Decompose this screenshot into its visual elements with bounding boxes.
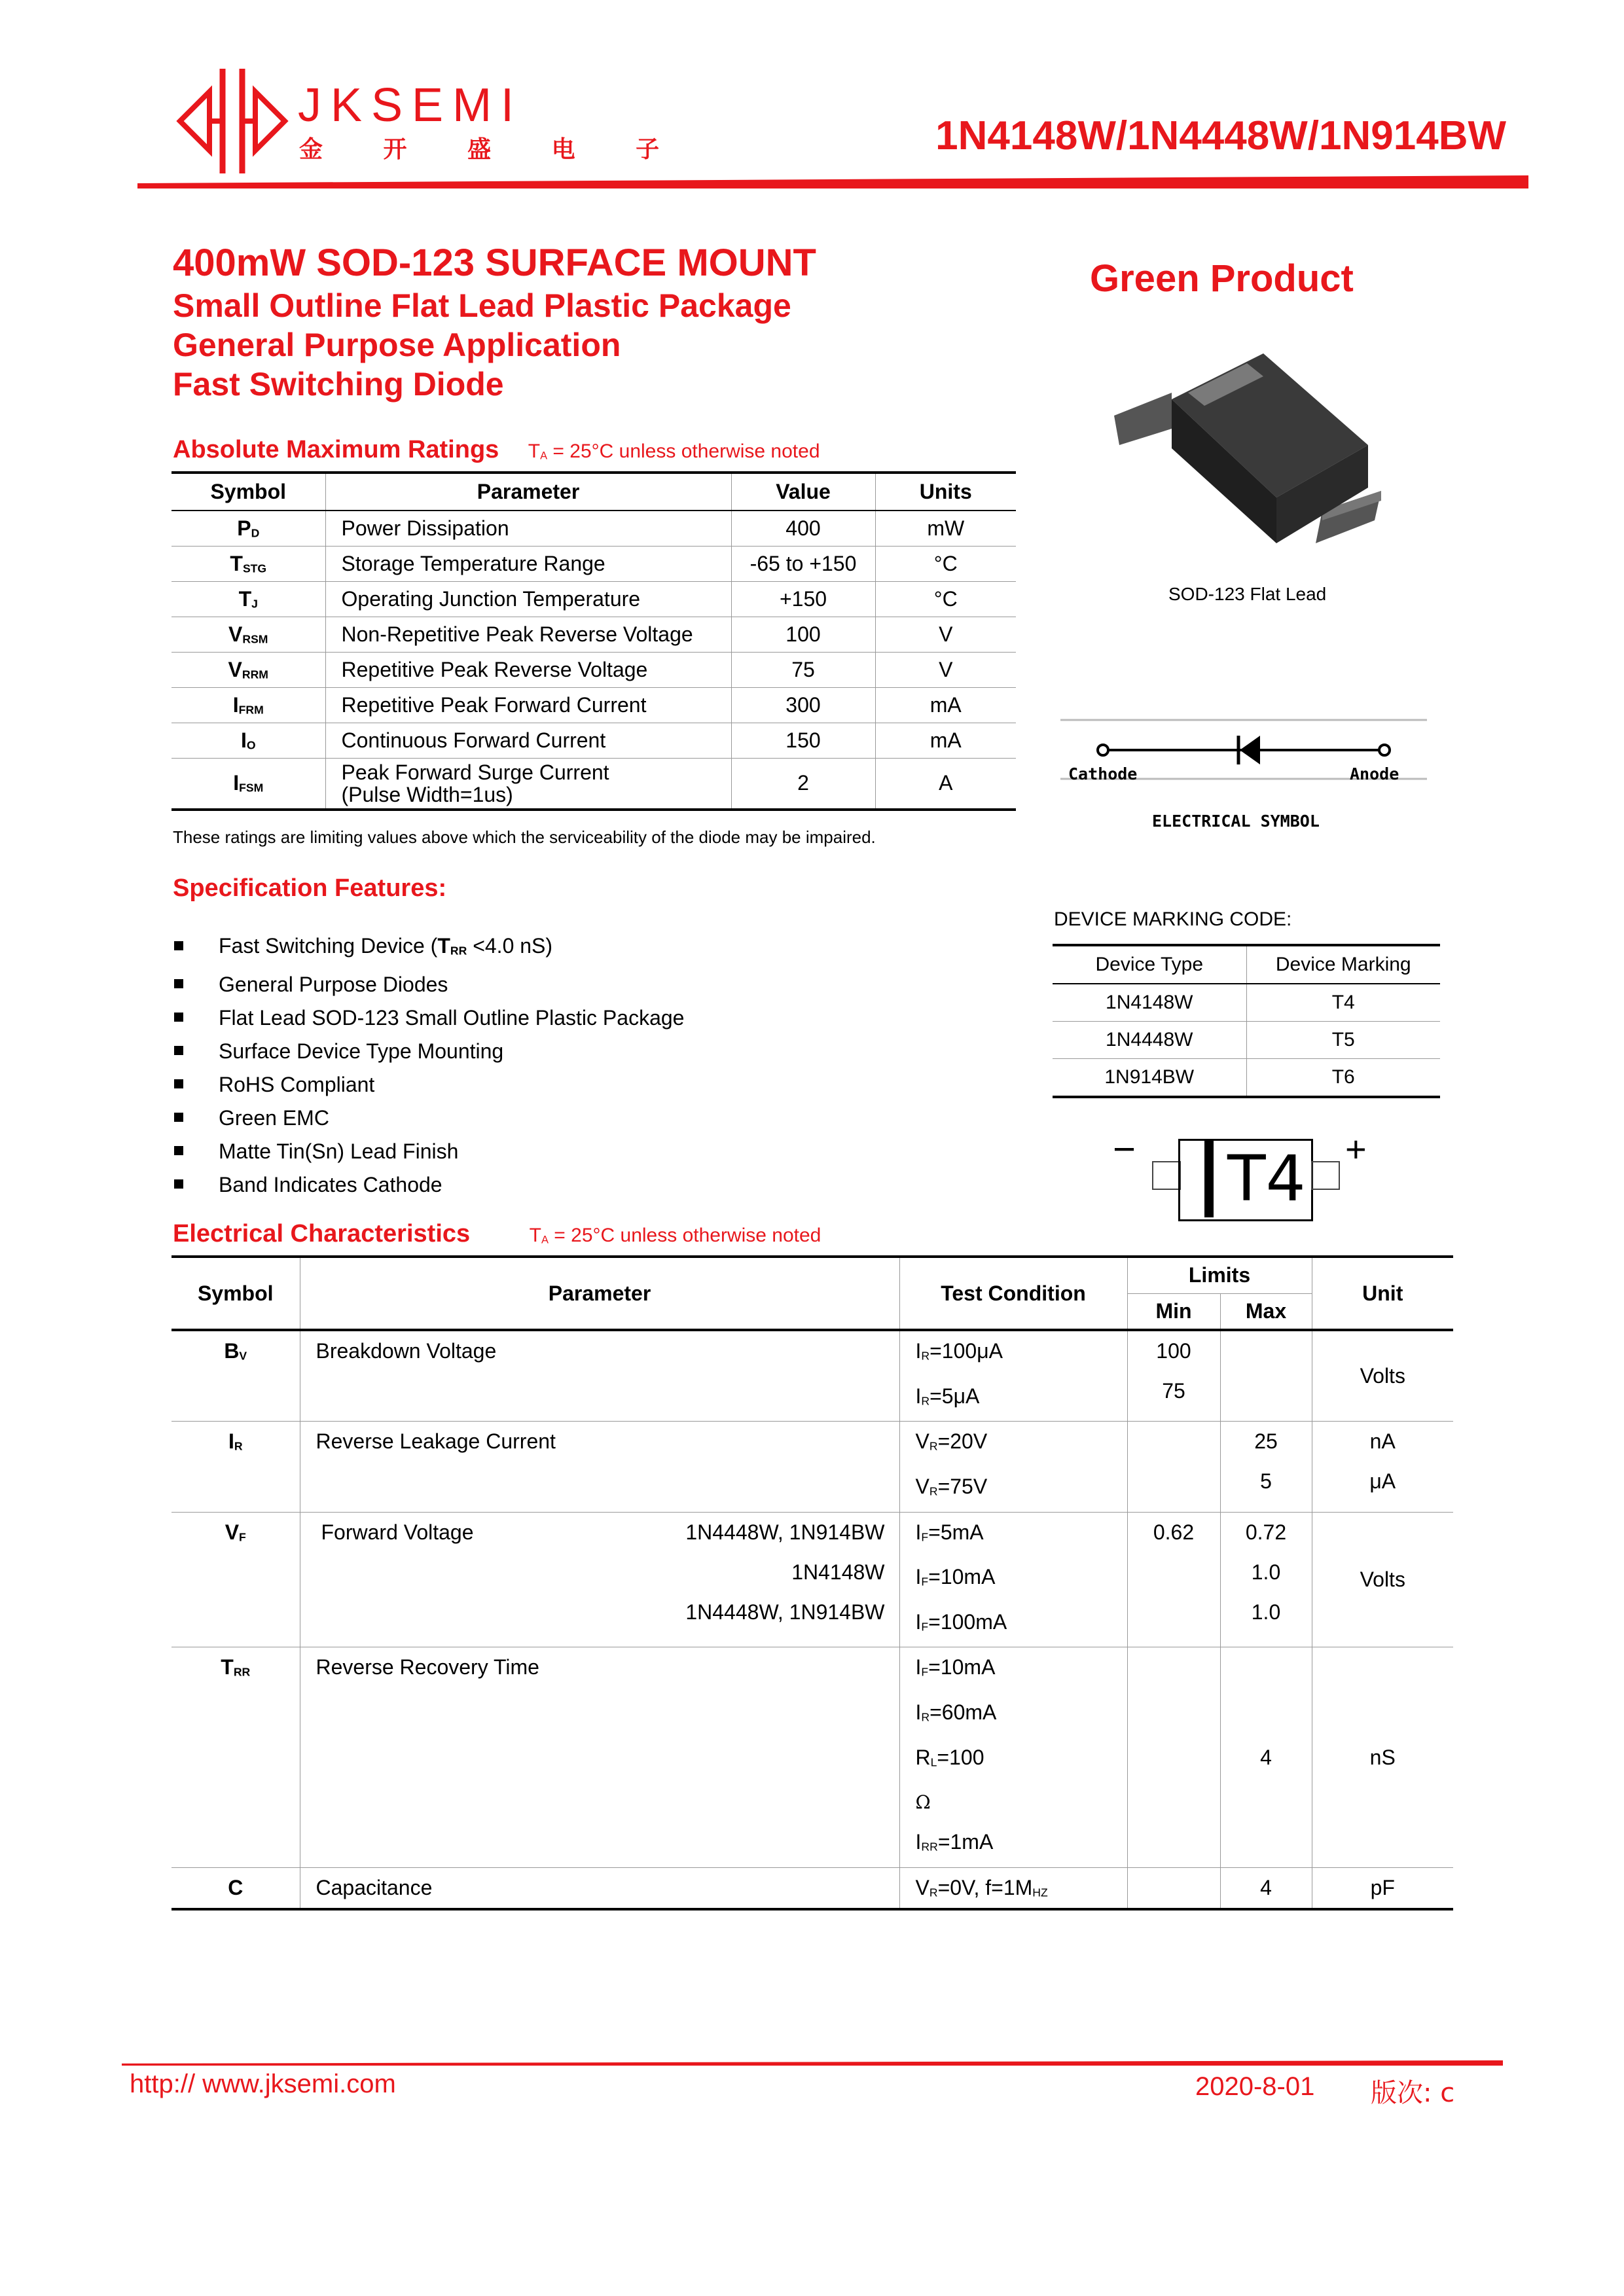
unit-cell: °C — [875, 582, 1016, 617]
unit-cell: mA — [875, 723, 1016, 759]
unit-cell: V — [875, 653, 1016, 688]
electrical-symbol — [1060, 713, 1427, 844]
plus-sign: + — [1345, 1128, 1367, 1170]
min-cell: 0.62 — [1127, 1512, 1220, 1647]
table-row — [171, 1867, 1453, 1909]
table-header-row — [171, 1257, 1453, 1293]
bullet-icon — [174, 941, 183, 950]
symbol-cell: $P_D$ — [171, 511, 325, 547]
col-device-type: Device Type — [1053, 945, 1246, 984]
col-symbol: Symbol — [171, 473, 325, 511]
symbol-cell: $V_F$ — [171, 1512, 300, 1647]
footer-date: 2020-8-01 — [1195, 2072, 1315, 2101]
min-cell — [1127, 1422, 1220, 1512]
abs-max-title: Absolute Maximum Ratings — [173, 436, 499, 463]
table-row — [171, 582, 1016, 617]
col-limits: Limits — [1127, 1257, 1312, 1293]
min-cell: 100 75 — [1127, 1330, 1220, 1422]
device-label: 1N4448W, 1N914BW — [685, 1600, 885, 1624]
footer-divider — [122, 2060, 1503, 2066]
list-item: Band Indicates Cathode — [174, 1168, 684, 1202]
table-row — [1053, 984, 1440, 1022]
parameter-cell: Forward Voltage 1N4448W, 1N914BW 1N4148W 1N4448W, 1N914BW — [300, 1512, 899, 1647]
unit-cell: V — [875, 617, 1016, 653]
symbol-cell: C — [171, 1867, 300, 1909]
max-cell: 4 — [1220, 1867, 1312, 1909]
bullet-icon — [174, 1179, 183, 1189]
symbol-cell: $I_O$ — [171, 723, 325, 759]
parameter-cell: Operating Junction Temperature — [325, 582, 731, 617]
product-subheading-1: Small Outline Flat Lead Plastic Package — [173, 287, 791, 324]
table-row — [171, 688, 1016, 723]
device-marking-cell: T6 — [1246, 1059, 1440, 1098]
minus-sign: − — [1113, 1127, 1136, 1171]
part-number-title: 1N4148W/1N4448W/1N914BW — [935, 113, 1506, 158]
table-row — [171, 653, 1016, 688]
electrical-symbol-caption: ELECTRICAL SYMBOL — [1152, 812, 1320, 831]
col-parameter: Parameter — [300, 1257, 899, 1330]
parameter-cell: Peak Forward Surge Current (Pulse Width=1us) — [325, 759, 731, 810]
min-cell — [1127, 1647, 1220, 1868]
value-cell: 75 — [731, 653, 875, 688]
unit-cell: mA — [875, 688, 1016, 723]
symbol-cell: $T_J$ — [171, 582, 325, 617]
spec-features-title: Specification Features: — [173, 874, 447, 902]
abs-max-footnote: These ratings are limiting values above which the serviceability of the diode may be impaired. — [173, 827, 876, 847]
symbol-cell: $I_{FRM}$ — [171, 688, 325, 723]
footer-url[interactable]: http:// www.jksemi.com — [130, 2070, 396, 2098]
parameter-cell: Non-Repetitive Peak Reverse Voltage — [325, 617, 731, 653]
device-label: 1N4148W — [791, 1560, 885, 1584]
brand-name-chinese: 金 开 盛 电 子 — [299, 136, 686, 163]
cathode-band — [1204, 1141, 1214, 1217]
unit-cell: °C — [875, 547, 1016, 582]
table-row — [171, 1512, 1453, 1647]
company-logo — [173, 65, 686, 177]
marking-table — [1053, 944, 1440, 1098]
table-row — [171, 1330, 1453, 1422]
table-header-row — [171, 473, 1016, 511]
col-units: Units — [875, 473, 1016, 511]
col-device-marking: Device Marking — [1246, 945, 1440, 984]
marking-title: DEVICE MARKING CODE: — [1054, 908, 1292, 930]
package-caption: SOD-123 Flat Lead — [1168, 584, 1327, 604]
value-cell: +150 — [731, 582, 875, 617]
product-headline: 400mW SOD-123 SURFACE MOUNT — [173, 242, 816, 284]
bullet-icon — [174, 1079, 183, 1088]
parameter-cell: Reverse Recovery Time — [300, 1647, 899, 1868]
max-cell — [1220, 1330, 1312, 1422]
table-row — [1053, 1059, 1440, 1098]
unit-cell: Volts — [1312, 1330, 1453, 1422]
list-item: General Purpose Diodes — [174, 968, 684, 1001]
unit-cell: mW — [875, 511, 1016, 547]
col-value: Value — [731, 473, 875, 511]
test-condition-cell: $I_F=5mA$ $I_F=10mA$ $I_F=100mA$ — [899, 1512, 1127, 1647]
abs-max-note: $T_A = 25^\circ C$ unless otherwise noted — [528, 440, 820, 462]
parameter-cell: Repetitive Peak Forward Current — [325, 688, 731, 723]
bullet-icon — [174, 1013, 183, 1022]
device-marking-cell: T4 — [1246, 984, 1440, 1022]
bullet-icon — [174, 1046, 183, 1055]
device-type-cell: 1N914BW — [1053, 1059, 1246, 1098]
table-row — [171, 723, 1016, 759]
col-unit: Unit — [1312, 1257, 1453, 1330]
max-cell: 25 5 — [1220, 1422, 1312, 1512]
device-marking-cell: T5 — [1246, 1022, 1440, 1059]
marking-code-text: T4 — [1227, 1142, 1306, 1215]
symbol-cell: $T_{RR}$ — [171, 1647, 300, 1868]
bullet-icon — [174, 979, 183, 988]
list-item: Flat Lead SOD-123 Small Outline Plastic Package — [174, 1001, 684, 1035]
lead-right — [1311, 1161, 1340, 1190]
parameter-cell: Reverse Leakage Current — [300, 1422, 899, 1512]
parameter-cell: Continuous Forward Current — [325, 723, 731, 759]
electrical-note: $T_A = 25^\circ C$ unless otherwise noted — [529, 1225, 821, 1246]
symbol-cell: $B_V$ — [171, 1330, 300, 1422]
value-cell: 300 — [731, 688, 875, 723]
list-item: Matte Tin(Sn) Lead Finish — [174, 1135, 684, 1168]
product-subheading-3: Fast Switching Diode — [173, 366, 504, 403]
unit-cell: A — [875, 759, 1016, 810]
unit-cell: nA μA — [1312, 1422, 1453, 1512]
green-product-label: Green Product — [1090, 257, 1354, 300]
footer-version: 版次: c — [1371, 2078, 1455, 2108]
unit-cell: pF — [1312, 1867, 1453, 1909]
unit-cell: nS — [1312, 1647, 1453, 1868]
device-type-cell: 1N4148W — [1053, 984, 1246, 1022]
marking-drawing — [1113, 1127, 1388, 1221]
table-row — [171, 1647, 1453, 1868]
value-cell: 2 — [731, 759, 875, 810]
parameter-cell: Power Dissipation — [325, 511, 731, 547]
max-cell: 4 — [1220, 1647, 1312, 1868]
test-condition-cell: $V_R=0V$, $f=1M_{HZ}$ — [899, 1867, 1127, 1909]
test-condition-cell: $V_R=20V$ $V_R=75V$ — [899, 1422, 1127, 1512]
abs-max-table — [171, 471, 1016, 811]
test-condition-cell: $I_R=100\mu A$ $I_R=5\mu A$ — [899, 1330, 1127, 1422]
unit-cell: Volts — [1312, 1512, 1453, 1647]
symbol-cell: $I_R$ — [171, 1422, 300, 1512]
col-symbol: Symbol — [171, 1257, 300, 1330]
col-parameter: Parameter — [325, 473, 731, 511]
value-cell: -65 to +150 — [731, 547, 875, 582]
brand-name: JKSEMI — [298, 79, 524, 132]
symbol-cell: $I_{FSM}$ — [171, 759, 325, 810]
table-row — [1053, 1022, 1440, 1059]
parameter-cell: Repetitive Peak Reverse Voltage — [325, 653, 731, 688]
spec-features-list — [174, 929, 684, 1202]
list-item: Fast Switching Device ($T_{RR} <4.0$ nS) — [174, 929, 684, 968]
parameter-cell: Capacitance — [300, 1867, 899, 1909]
value-cell: 150 — [731, 723, 875, 759]
product-subheading-2: General Purpose Application — [173, 327, 621, 363]
header-divider — [137, 175, 1528, 188]
parameter-cell: Storage Temperature Range — [325, 547, 731, 582]
min-cell — [1127, 1867, 1220, 1909]
col-test-condition: Test Condition — [899, 1257, 1127, 1330]
table-row — [171, 547, 1016, 582]
symbol-cell: $T_{STG}$ — [171, 547, 325, 582]
device-type-cell: 1N4448W — [1053, 1022, 1246, 1059]
col-max: Max — [1220, 1293, 1312, 1330]
list-item: RoHS Compliant — [174, 1068, 684, 1102]
device-label: 1N4448W, 1N914BW — [685, 1520, 885, 1544]
logo-mark-icon — [173, 65, 291, 177]
package-image — [1106, 340, 1394, 550]
anode-label: Anode — [1350, 764, 1399, 783]
electrical-title: Electrical Characteristics — [173, 1220, 471, 1247]
col-min: Min — [1127, 1293, 1220, 1330]
lead-left — [1152, 1161, 1181, 1190]
value-cell: 400 — [731, 511, 875, 547]
table-row — [171, 759, 1016, 810]
electrical-heading — [173, 1220, 821, 1248]
symbol-cell: $V_{RSM}$ — [171, 617, 325, 653]
table-row — [171, 1422, 1453, 1512]
table-row — [171, 617, 1016, 653]
test-condition-cell: $I_F=10mA$ $I_R=60mA$ $R_L=100$ Ω $I_{RR}=1mA$ — [899, 1647, 1127, 1868]
electrical-table — [171, 1255, 1453, 1910]
value-cell: 100 — [731, 617, 875, 653]
table-row — [171, 511, 1016, 547]
list-item: Green EMC — [174, 1102, 684, 1135]
cathode-label: Cathode — [1068, 764, 1138, 783]
bullet-icon — [174, 1146, 183, 1155]
parameter-cell: Breakdown Voltage — [300, 1330, 899, 1422]
list-item: Surface Device Type Mounting — [174, 1035, 684, 1068]
symbol-cell: $V_{RRM}$ — [171, 653, 325, 688]
max-cell: 0.72 1.0 1.0 — [1220, 1512, 1312, 1647]
abs-max-heading — [173, 436, 820, 464]
bullet-icon — [174, 1113, 183, 1122]
table-header-row — [1053, 945, 1440, 984]
